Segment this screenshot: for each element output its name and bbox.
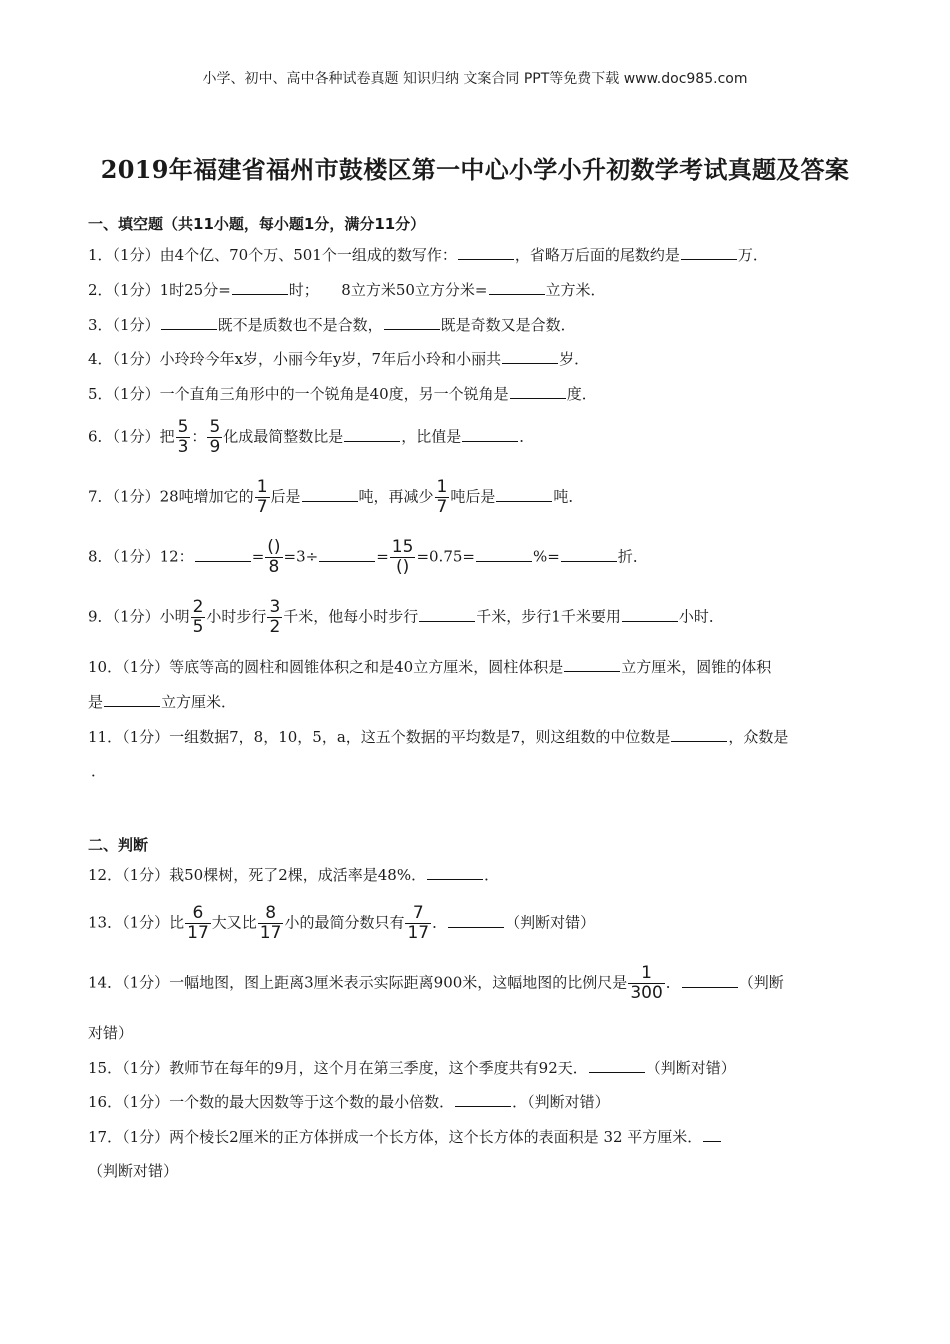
- q9-blank-2[interactable]: [622, 606, 678, 622]
- q6-f2-num: 5: [209, 417, 221, 437]
- q5-text-b: 度．: [566, 385, 597, 403]
- page-title: 2019年福建省福州市鼓楼区第一中心小学小升初数学考试真题及答案: [100, 155, 850, 184]
- q7-f1-num: 1: [256, 477, 268, 497]
- q9-text-b: 小时步行: [206, 607, 267, 626]
- question-1: [88, 244, 870, 266]
- q7-f2-den: 7: [436, 497, 448, 517]
- q8-text-e: 折．: [617, 547, 648, 566]
- q13-blank-1[interactable]: [448, 912, 504, 928]
- q7-blank-2[interactable]: [496, 486, 552, 502]
- question-8: [88, 538, 870, 577]
- q8-text-a: 8．（1分）12：: [88, 547, 194, 566]
- q13-fraction-2: [258, 904, 284, 943]
- question-13: [88, 904, 870, 943]
- q7-text-b: 后是: [270, 487, 301, 506]
- q12-text-b: ．: [484, 866, 500, 884]
- question-14: [88, 964, 870, 1003]
- q4-text-b: 岁．: [559, 350, 590, 368]
- q11-blank-1[interactable]: [671, 726, 727, 742]
- q5-blank-1[interactable]: [510, 383, 566, 399]
- q9-blank-1[interactable]: [419, 606, 475, 622]
- q5-text-a: 5．（1分）一个直角三角形中的一个锐角是40度，另一个锐角是: [88, 385, 509, 403]
- q10-text-d: 立方厘米．: [161, 693, 237, 711]
- q13-text-c: 小的最简分数只有: [284, 913, 405, 932]
- q3-text-c: 既是奇数又是合数．: [440, 316, 576, 334]
- q6-f1-num: 5: [177, 417, 189, 437]
- question-9: [88, 598, 870, 637]
- q8-fraction-2: [390, 538, 416, 577]
- q9-text-c: 千米，他每小时步行: [283, 607, 419, 626]
- q15-text-a: 15．（1分）教师节在每年的9月，这个月在第三季度，这个季度共有92天．: [88, 1059, 588, 1077]
- q14-text-b: ．: [665, 973, 681, 992]
- q8-blank-1[interactable]: [195, 546, 251, 562]
- q6-text-b: 化成最简整数比是: [223, 427, 344, 446]
- q8-f2-den: (): [390, 557, 416, 577]
- q6-blank-1[interactable]: [344, 426, 400, 442]
- q6-text-d: ．: [519, 427, 535, 446]
- q11-text-a: 11．（1分）一组数据7，8，10，5，a，这五个数据的平均数是7，则这组数的中位数是: [88, 728, 671, 746]
- question-16: [88, 1091, 870, 1113]
- q10-blank-2[interactable]: [104, 691, 160, 707]
- q9-f1-num: 2: [192, 597, 204, 617]
- q4-text-a: 4．（1分）小玲玲今年x岁，小丽今年y岁，7年后小玲和小丽共: [88, 350, 502, 368]
- q9-text-e: 小时．: [678, 607, 724, 626]
- q13-text-e: （判断对错）: [505, 913, 596, 932]
- q9-f2-num: 3: [269, 597, 281, 617]
- question-3: [88, 314, 870, 336]
- q17-text-a: 17．（1分）两个棱长2厘米的正方体拼成一个长方体，这个长方体的表面积是 32 平方厘米．: [88, 1128, 703, 1146]
- q14-f1-den: 300: [630, 983, 663, 1003]
- q7-fraction-2: [435, 478, 450, 517]
- question-10-line-2: [88, 691, 870, 713]
- q17-text-b: （判断对错）: [88, 1162, 179, 1180]
- q2-blank-2[interactable]: [489, 279, 545, 295]
- q12-text-a: 12．（1分）栽50棵树，死了2棵，成活率是48%．: [88, 866, 427, 884]
- q12-blank-1[interactable]: [427, 864, 483, 880]
- q16-blank-1[interactable]: [455, 1091, 511, 1107]
- q6-text-a: 6．（1分）把: [88, 427, 175, 446]
- q13-f1-den: 17: [187, 923, 209, 943]
- q6-text-c: ，比值是: [401, 427, 462, 446]
- q3-text-b: 既不是质数也不是合数，: [217, 316, 383, 334]
- q2-text-b: 时； 8立方米50立方分米=: [288, 281, 488, 299]
- q9-f1-den: 5: [192, 617, 204, 637]
- q8-eq: =: [251, 547, 265, 566]
- q15-text-b: （判断对错）: [645, 1059, 736, 1077]
- section-heading-judge: 二、判断: [88, 836, 149, 854]
- question-17: [88, 1126, 870, 1148]
- q9-fraction-1: [191, 598, 206, 637]
- q7-text-c: 吨，再减少: [358, 487, 434, 506]
- question-4: [88, 348, 870, 370]
- q9-text-a: 9．（1分）小明: [88, 607, 190, 626]
- q13-f3-num: 7: [412, 903, 424, 923]
- question-7: [88, 478, 870, 517]
- q13-fraction-1: [185, 904, 211, 943]
- q14-fraction-1: [628, 964, 664, 1003]
- q8-text-b: =3÷: [283, 547, 319, 566]
- q8-blank-3[interactable]: [476, 546, 532, 562]
- q7-text-a: 7．（1分）28吨增加它的: [88, 487, 254, 506]
- q14-text-c: （判断: [738, 973, 784, 992]
- question-2: [88, 279, 870, 301]
- q6-blank-2[interactable]: [462, 426, 518, 442]
- q8-fraction-1: [265, 538, 282, 577]
- q4-blank-1[interactable]: [502, 348, 558, 364]
- q9-f2-den: 2: [269, 617, 281, 637]
- q16-text-a: 16．（1分）一个数的最大因数等于这个数的最小倍数．: [88, 1093, 455, 1111]
- page-header: 小学、初中、高中各种试卷真题 知识归纳 文案合同 PPT等免费下载 www.doc985.com: [202, 71, 748, 87]
- q9-text-d: 千米，步行1千米要用: [476, 607, 621, 626]
- q3-text-a: 3．（1分）: [88, 316, 160, 334]
- q14-blank-1[interactable]: [682, 972, 738, 988]
- question-17-line-2: [88, 1160, 870, 1182]
- q13-text-d: ．: [432, 913, 448, 932]
- q8-f1-den: 8: [265, 557, 282, 577]
- q8-f2-num: 15: [391, 537, 414, 557]
- q7-fraction-1: [255, 478, 270, 517]
- question-14-line-2: [88, 1022, 870, 1044]
- q7-text-e: 吨．: [553, 487, 584, 506]
- q17-blank-1[interactable]: [703, 1126, 721, 1142]
- question-5: [88, 383, 870, 405]
- q11-text-b: ，众数是: [728, 728, 789, 746]
- q1-text-b: ，省略万后面的尾数约是: [514, 246, 680, 264]
- q7-f1-den: 7: [256, 497, 268, 517]
- q8-blank-4[interactable]: [561, 546, 617, 562]
- question-11: [88, 726, 870, 748]
- q2-text-a: 2．（1分）1时25分=: [88, 281, 231, 299]
- question-15: [88, 1057, 870, 1079]
- q1-blank-1[interactable]: [458, 244, 514, 260]
- section-heading-fill: 一、填空题（共11小题，每小题1分，满分11分）: [88, 215, 426, 233]
- q9-fraction-2: [267, 598, 282, 637]
- q6-sep: ：: [191, 427, 207, 446]
- q6-f1-den: 3: [177, 437, 189, 457]
- q8-blank-2[interactable]: [319, 546, 375, 562]
- q14-f1-num: 1: [641, 963, 652, 983]
- q11-text-c: ．: [91, 762, 107, 780]
- q3-blank-1[interactable]: [161, 314, 217, 330]
- q10-text-b: 立方厘米，圆锥的体积: [621, 658, 772, 676]
- q13-f1-num: 6: [192, 903, 204, 923]
- question-6: [88, 418, 870, 457]
- q8-text-d: %=: [532, 547, 560, 566]
- q1-blank-2[interactable]: [681, 244, 737, 260]
- q11-blank-2[interactable]: [89, 761, 90, 776]
- question-12: [88, 864, 870, 886]
- q2-text-c: 立方米．: [545, 281, 606, 299]
- q13-f2-den: 17: [259, 923, 282, 943]
- question-10: [88, 656, 870, 678]
- q13-f3-den: 17: [407, 923, 430, 943]
- q14-text-a: 14．（1分）一幅地图，图上距离3厘米表示实际距离900米，这幅地图的比例尺是: [88, 973, 628, 992]
- q2-blank-1[interactable]: [232, 279, 288, 295]
- q13-text-b: 大又比: [211, 913, 257, 932]
- q1-text-c: 万．: [737, 246, 768, 264]
- q7-f2-num: 1: [436, 477, 448, 497]
- q8-f1-num: (): [267, 537, 281, 557]
- q6-f2-den: 9: [209, 437, 221, 457]
- q10-text-a: 10．（1分）等底等高的圆柱和圆锥体积之和是40立方厘米，圆柱体积是: [88, 658, 564, 676]
- q3-blank-2[interactable]: [384, 314, 440, 330]
- q10-text-c: 是: [88, 693, 104, 711]
- q6-fraction-2: [207, 418, 222, 457]
- q7-text-d: 吨后是: [450, 487, 496, 506]
- question-11-line-2: [88, 760, 870, 782]
- q8-eq-2: =: [376, 547, 389, 566]
- q13-f2-num: 8: [265, 903, 277, 923]
- q13-text-a: 13．（1分）比: [88, 913, 185, 932]
- q15-blank-1[interactable]: [589, 1057, 645, 1073]
- q8-text-c: =0.75=: [416, 547, 475, 566]
- q13-fraction-3: [405, 904, 431, 943]
- q7-blank-1[interactable]: [302, 486, 358, 502]
- q6-fraction-1: [176, 418, 191, 457]
- q16-text-b: ．（判断对错）: [512, 1093, 610, 1111]
- q10-blank-1[interactable]: [564, 656, 620, 672]
- q1-text-a: 1．（1分）由4个亿、70个万、501个一组成的数写作：: [88, 246, 457, 264]
- q14-text-d: 对错）: [88, 1024, 134, 1042]
